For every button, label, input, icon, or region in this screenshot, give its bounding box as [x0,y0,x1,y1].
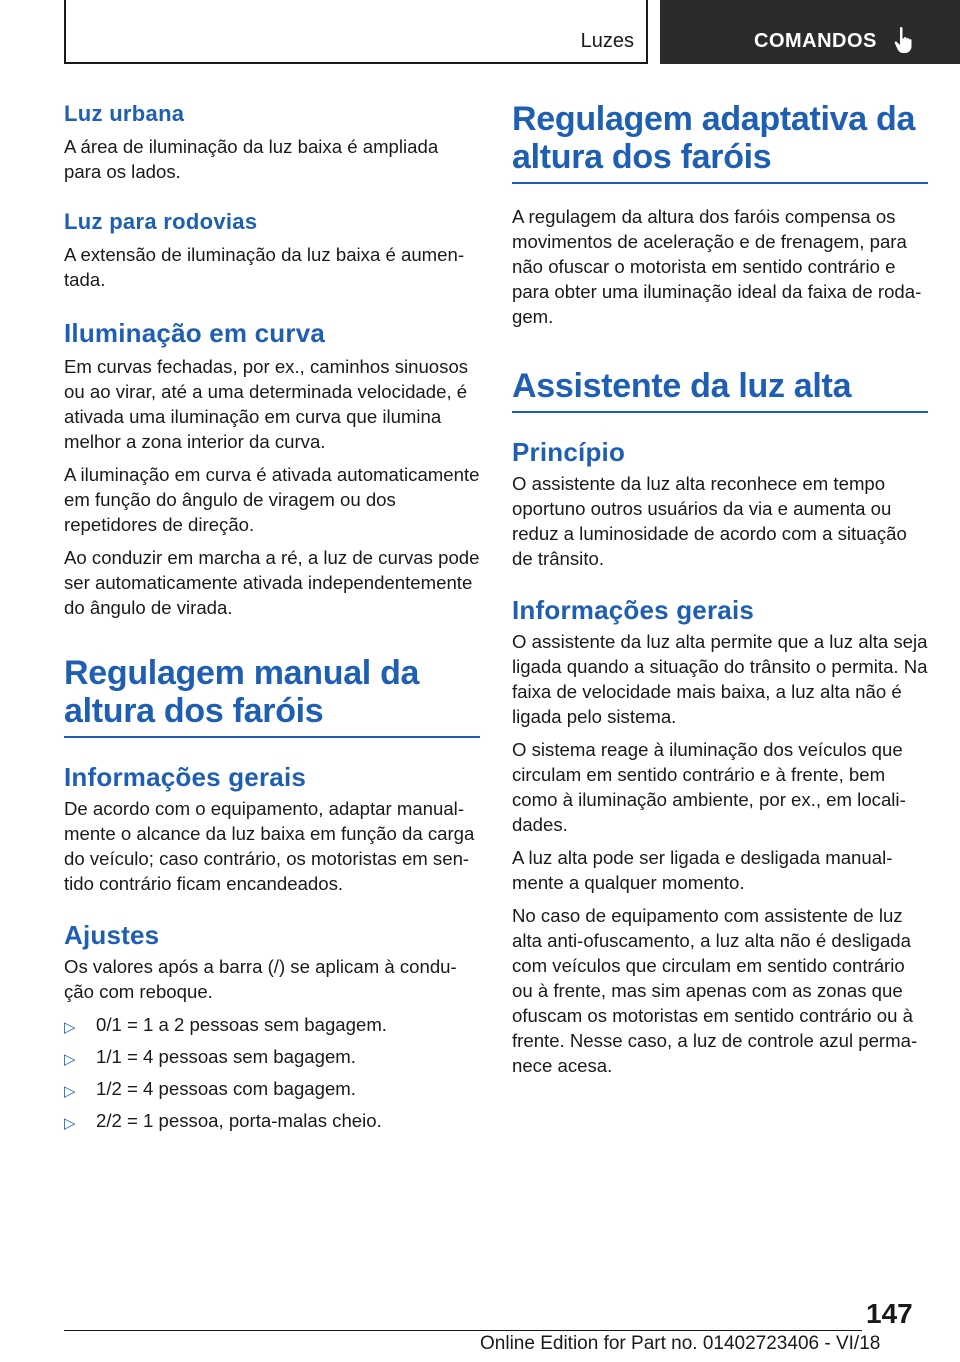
section-regulagem-adaptativa [512,100,928,329]
heading-ajustes: Ajustes [64,920,160,950]
text-curva-p3: Ao conduzir em marcha a ré, a luz de curvas pode ser automaticamente ativada independentemente do ângulo de virada. [64,547,480,618]
section-luz-urbana [64,100,480,184]
page-number: 147 [866,1298,913,1329]
text-assistente-p2: O sistema reage à iluminação dos veículos que circulam em sentido contrário e à frente, bem como à iluminação ambiente, por ex., em localidades. [512,739,906,835]
header-section-title: Luzes [580,30,634,52]
header-chapter-box [660,0,960,64]
text-curva-p1: Em curvas fechadas, por ex., caminhos sinuosos ou ao virar, até a uma determinada velocidade, é ativada uma iluminação em curva que ilumina melhor a zona interior da curva. [64,356,469,452]
heading-luz-urbana: Luz urbana [64,101,185,126]
section-luz-rodovias [64,208,480,292]
section-iluminacao-curva [64,318,480,620]
list-item [64,1012,480,1037]
triangle-bullet-icon: ▷ [64,1115,76,1132]
section-assistente-luz-alta [512,367,928,1078]
text-assistente-p4: No caso de equipamento com assistente de luz alta anti-ofuscamento, a luz alta não é desligada com veículos que circulam em sentido contrário ou à frente, mas sim apenas com as zonas que ofuscam os motoristas em sentido contrário ou à frente. Nesse caso, a luz de controle azul permanece acesa. [512,905,918,1076]
list-item-text: 1/2 = 4 pessoas com bagagem. [96,1078,356,1099]
text-curva-p2: A iluminação em curva é ativada automaticamente em função do ângulo de viragem ou dos repetidores de direção. [64,464,480,535]
header-chapter-title: COMANDOS [754,30,877,52]
list-item [64,1044,480,1069]
left-column [64,100,480,1133]
heading-principio: Princípio [512,437,626,467]
ajustes-list [64,1012,480,1133]
pointing-hand-icon [894,26,920,54]
text-regulagem-adaptativa: A regulagem da altura dos faróis compensa os movimentos de aceleração e de frenagem, para não ofuscar o motorista em sentido contrário e para obter uma iluminação ideal da faixa de rodagem. [512,206,922,327]
heading-rule [512,367,928,413]
heading-assistente-luz-alta: Assistente da luz alta [512,367,852,405]
text-assistente-p1: O assistente da luz alta permite que a luz alta seja ligada quando a situação do trânsito o permita. Na faixa de velocidade mais baixa, a luz alta não é ligada pelo sistema. [512,631,928,727]
triangle-bullet-icon: ▷ [64,1083,76,1100]
heading-regulagem-manual: Regulagem manual da altura dos faróis [64,654,420,730]
footer-edition: Online Edition for Part no. 01402723406 - VI/18 [480,1333,881,1354]
heading-regulagem-adaptativa: Regulagem adaptativa da altura dos faróis [512,100,916,176]
header-section-box [64,0,648,64]
heading-iluminacao-curva: Iluminação em curva [64,318,326,348]
right-column [512,100,928,1078]
text-principio: O assistente da luz alta reconhece em tempo oportuno outros usuários da via e aumenta ou reduz a luminosidade de acordo com a situação de trânsito. [512,473,907,569]
list-item-text: 2/2 = 1 pessoa, porta-malas cheio. [96,1110,382,1131]
heading-rule [64,654,480,738]
text-assistente-p3: A luz alta pode ser ligada e desligada manualmente a qualquer momento. [512,847,893,893]
heading-luz-rodovias: Luz para rodovias [64,209,258,234]
list-item-text: 1/1 = 4 pessoas sem bagagem. [96,1046,356,1067]
heading-informacoes-gerais-right: Informações gerais [512,595,755,625]
list-item [64,1108,480,1133]
list-item-text: 0/1 = 1 a 2 pessoas sem bagagem. [96,1014,387,1035]
list-item [64,1076,480,1101]
text-informacoes-gerais-left: De acordo com o equipamento, adaptar manualmente o alcance da luz baixa em função da carga do veículo; caso contrário, os motoristas em sentido contrário ficam encandeados. [64,798,475,894]
triangle-bullet-icon: ▷ [64,1051,76,1068]
footer-divider [64,1330,862,1331]
heading-informacoes-gerais-left: Informações gerais [64,762,307,792]
heading-rule [512,100,928,184]
text-luz-rodovias: A extensão de iluminação da luz baixa é aumentada. [64,244,465,290]
text-ajustes: Os valores após a barra (/) se aplicam à condução com reboque. [64,956,457,1002]
section-regulagem-manual [64,654,480,1133]
triangle-bullet-icon: ▷ [64,1019,76,1036]
text-luz-urbana: A área de iluminação da luz baixa é ampliada para os lados. [64,136,439,182]
